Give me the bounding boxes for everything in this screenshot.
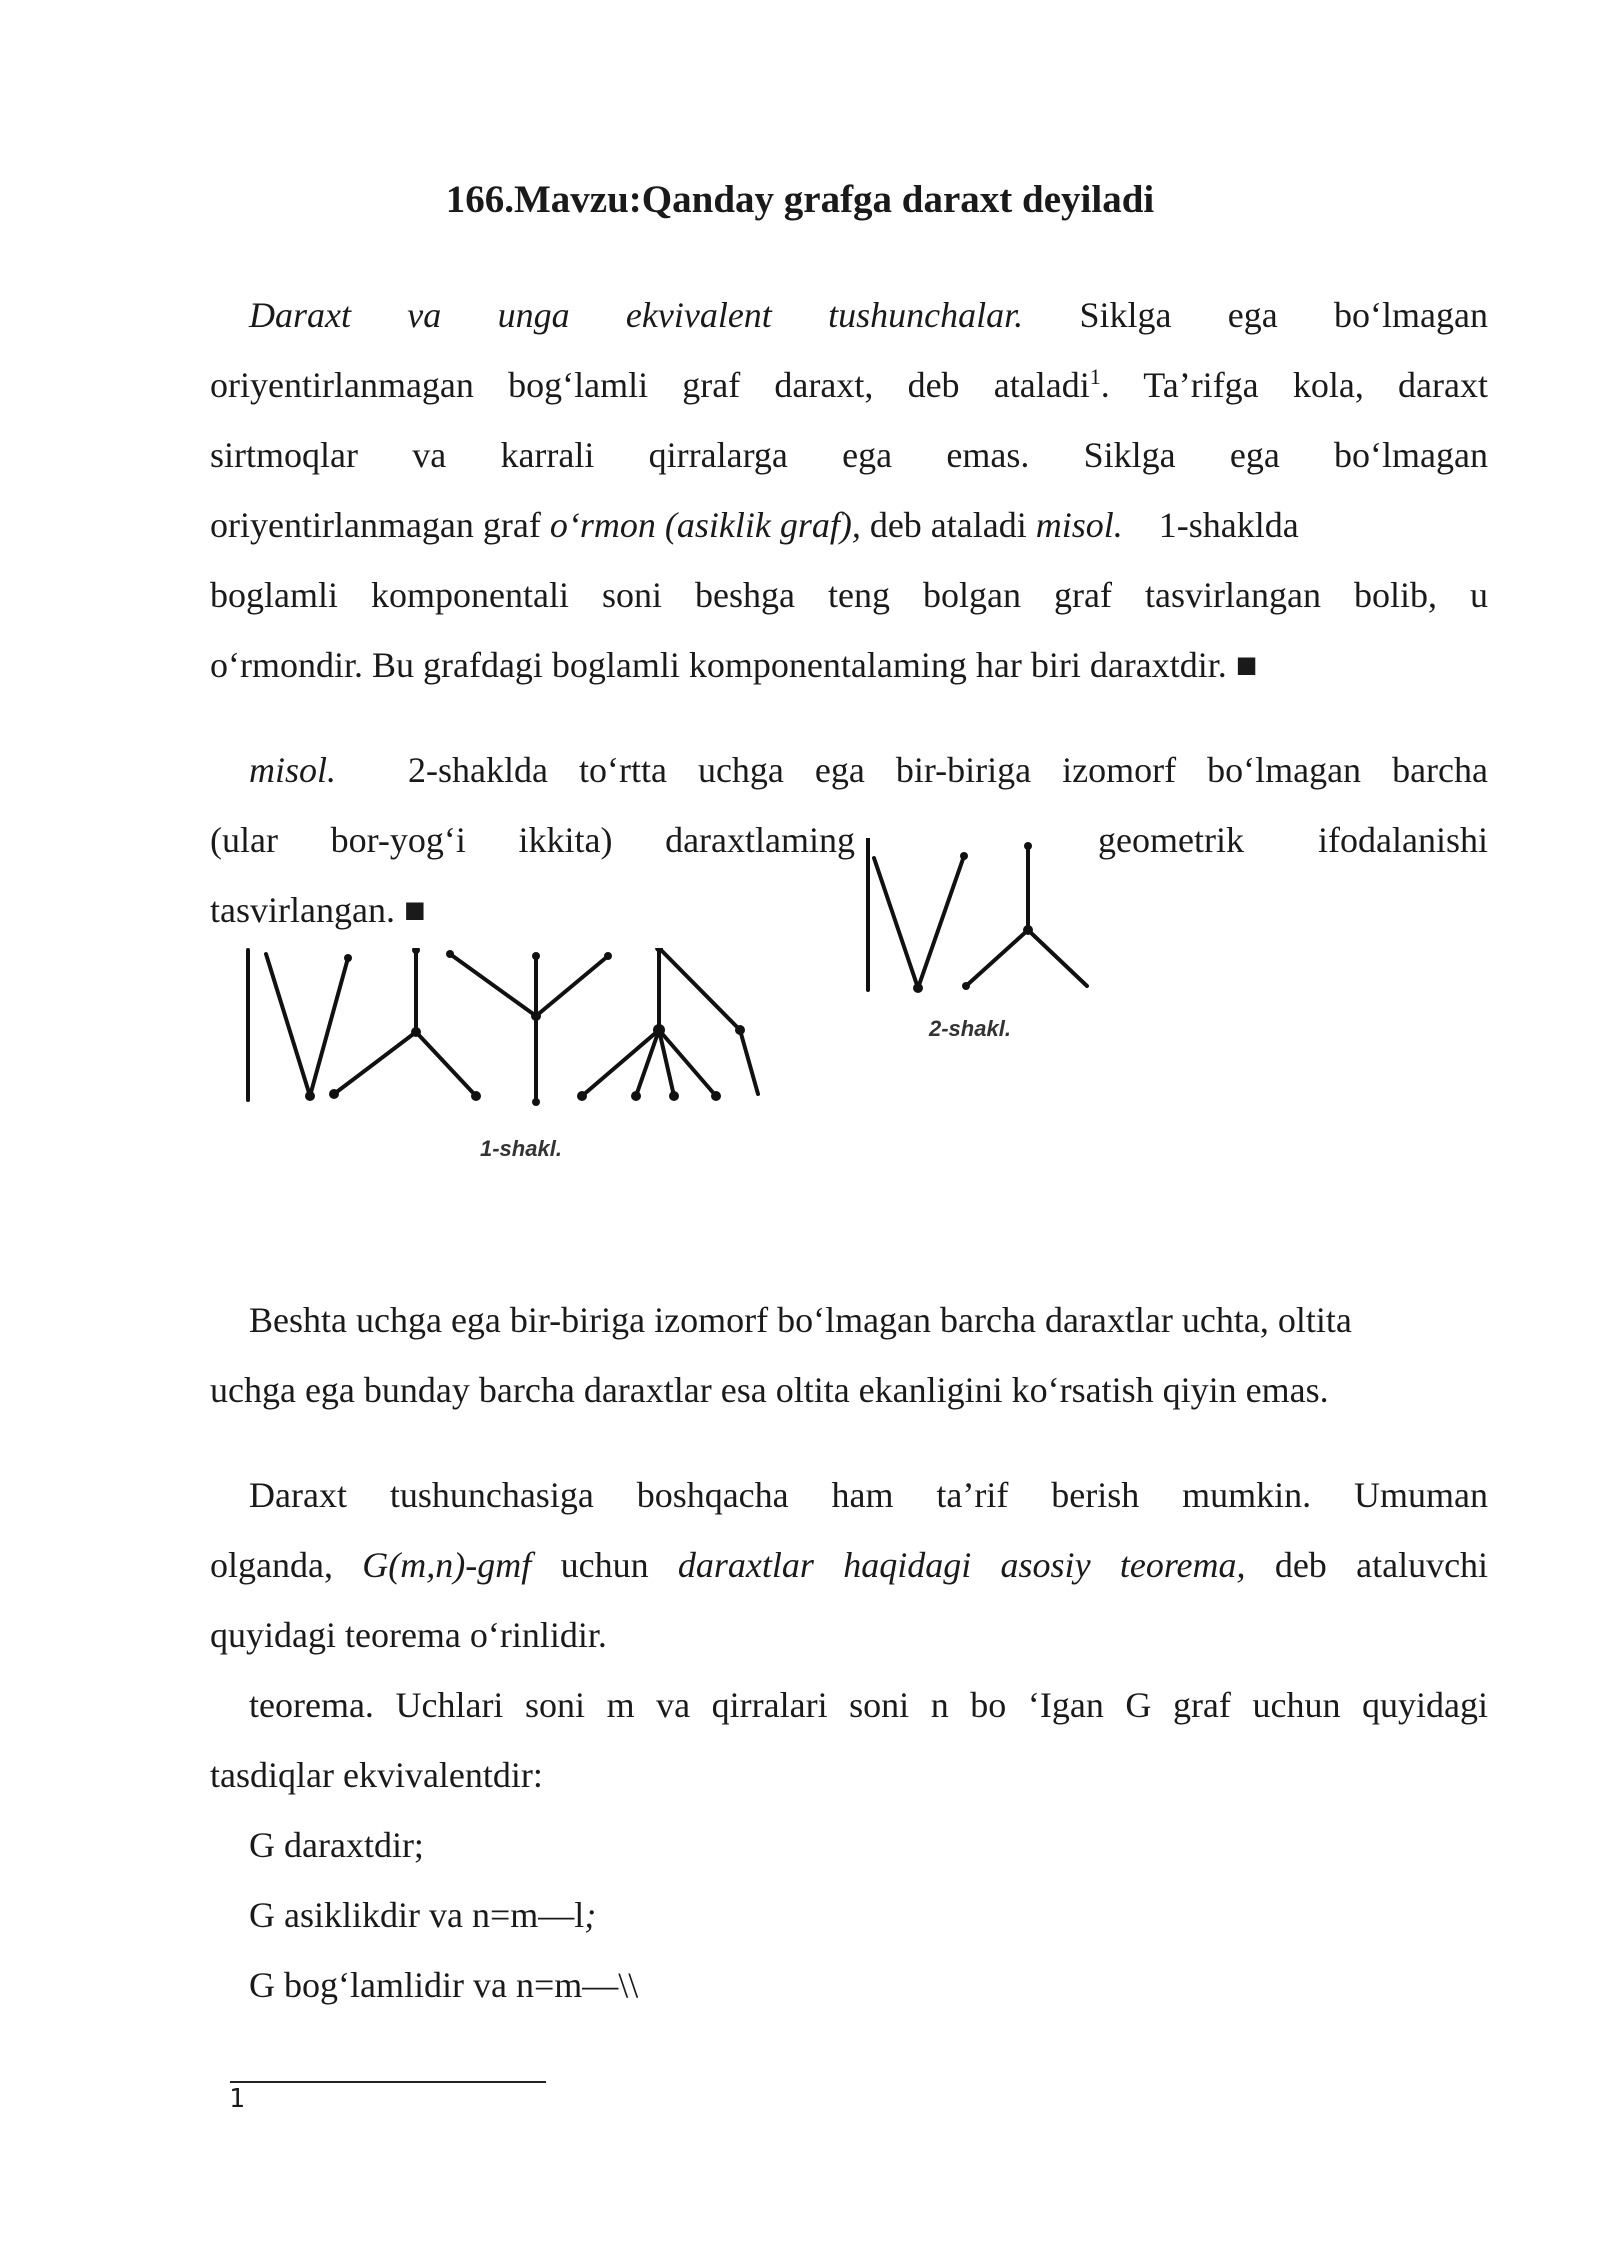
figure-2-caption: 2-shakl. xyxy=(929,1016,1011,1041)
figure-2 xyxy=(862,838,1094,998)
para1-line3: sirtmoqlar va karrali qirralarga ega emas. Siklga ega bo‘lmagan xyxy=(210,435,1488,475)
theorem-line1: teorema. Uchlari soni m va qirralari soni n bo ‘Igan G graf uchun quyidagi xyxy=(249,1685,1488,1725)
para3-line1: Beshta uchga ega bir-biriga izomorf bo‘lmagan barcha daraxtlar uchta, oltita xyxy=(249,1300,1352,1340)
paragraph-definition xyxy=(210,280,1488,700)
paragraph-five-vertices xyxy=(210,1285,1488,1425)
para1-line1: Daraxt va unga ekvivalent tushunchalar. Siklga ega bo‘lmagan xyxy=(249,295,1488,335)
para1-line2: oriyentirlanmagan bog‘lamli graf daraxt, deb ataladi$^1$. Ta’rifga kola, daraxt xyxy=(210,364,1488,405)
theorem-line2: tasdiqlar ekvivalentdir: xyxy=(210,1755,543,1795)
para4-line3: quyidagi teorema o‘rinlidir. xyxy=(210,1615,607,1655)
footnote-rule xyxy=(230,2081,546,2083)
page-title: 166.Mavzu:Qanday grafga daraxt deyiladi xyxy=(445,178,1155,221)
footnote-ref[interactable]: 1 xyxy=(1089,364,1101,389)
para3-line2: uchga ega bunday barcha daraxtlar esa oltita ekanligini ko‘rsatish qiyin emas. xyxy=(210,1370,1329,1410)
figure-2-trees xyxy=(862,838,1094,998)
paragraph-other-definition xyxy=(210,1460,1488,2020)
statement-3: G bog‘lamlidir va n=m—\\ xyxy=(249,1965,639,2005)
para4-line2: olganda, G(m,n)-gmf uchun daraxtlar haqidagi asosiy teorema, deb ataluvchi xyxy=(210,1545,1489,1585)
para4-line1: Daraxt tushunchasiga boshqacha ham ta’rif berish mumkin. Umuman xyxy=(249,1475,1488,1515)
para2-line3: tasvirlangan. ■ xyxy=(210,890,426,930)
para1-line6: o‘rmondir. Bu grafdagi boglamli komponentalaming har biri daraxtdir. ■ xyxy=(210,645,1258,685)
para2-line1: misol. 2-shaklda to‘rtta uchga ega bir-biriga izomorf bo‘lmagan barcha xyxy=(249,750,1488,790)
para1-lead: Daraxt va unga ekvivalent tushunchalar. xyxy=(249,295,1024,335)
statement-2: G asiklikdir va n=m—l; xyxy=(249,1895,597,1935)
para1-line5: boglamli komponentali soni beshga teng bolgan graf tasvirlangan bolib, u xyxy=(210,575,1488,615)
para1-line4: oriyentirlanmagan graf o‘rmon (asiklik graf), deb ataladi misol. 1-shaklda xyxy=(210,505,1299,545)
figure-1-forest xyxy=(244,948,764,1108)
statement-1: G daraxtdir; xyxy=(249,1825,424,1865)
footnote-number: 1 xyxy=(229,2084,245,2114)
figure-1 xyxy=(244,948,764,1108)
figure-1-caption: 1-shakl. xyxy=(480,1136,562,1161)
para2-line2: (ular bor-yog‘i ikkita) daraxtlaming geometrik ifodalanishi xyxy=(210,820,1488,860)
paragraph-example-2 xyxy=(210,735,1488,945)
